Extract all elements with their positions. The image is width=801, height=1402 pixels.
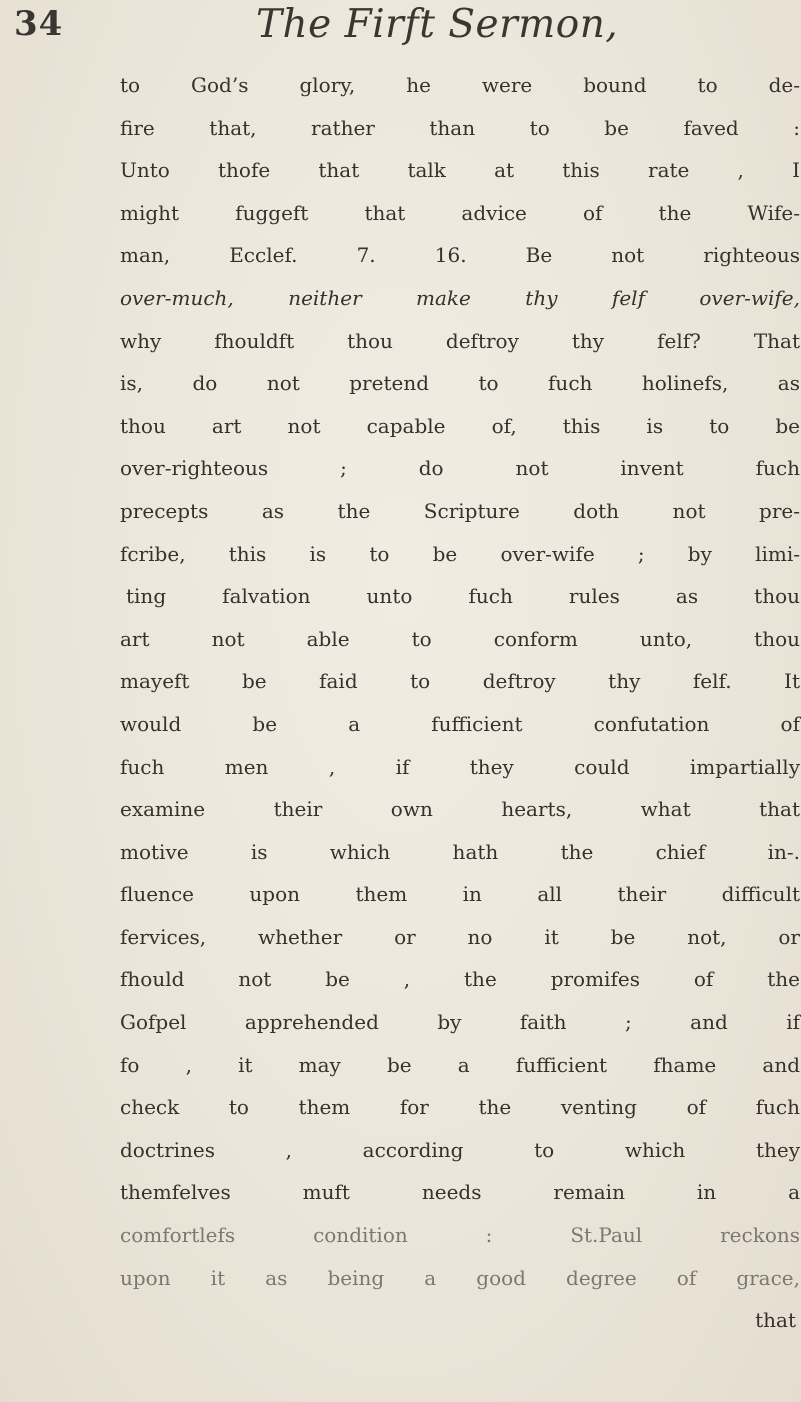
text-line: why fhouldft thou deftroy thy felf? That: [120, 328, 800, 353]
text-line: man, Ecclef. 7. 16. Be not righteous: [120, 243, 800, 268]
text-line: thou art not capable of, this is to be: [120, 413, 800, 438]
text-line: fcribe, this is to be over-wife ; by limi-: [120, 541, 800, 566]
text-line: doctrines , according to which they: [120, 1137, 800, 1162]
text-line: precepts as the Scripture doth not pre-: [120, 498, 800, 523]
text-line: fire that, rather than to be faved :: [120, 115, 800, 140]
text-line: check to them for the venting of fuch: [120, 1095, 800, 1120]
page-number: 34: [14, 4, 64, 44]
text-line: fuch men , if they could impartially: [120, 754, 800, 779]
text-line: over-righteous ; do not invent fuch: [120, 456, 800, 481]
text-line: is, do not pretend to fuch holinefs, as: [120, 371, 800, 396]
text-line: fo , it may be a fufficient fhame and: [120, 1052, 800, 1077]
text-line: examine their own hearts, what that: [120, 797, 800, 822]
text-line: over-much, neither make thy felf over-wife,: [120, 285, 800, 310]
text-line: themfelves muft needs remain in a: [120, 1180, 800, 1205]
text-line: upon it as being a good degree of grace,: [120, 1265, 800, 1290]
text-line: would be a fufficient confutation of: [120, 711, 800, 736]
text-line: to God’s glory, he were bound to de-: [120, 73, 800, 97]
text-line: art not able to conform unto, thou: [120, 626, 800, 651]
text-line: Unto thofe that talk at this rate , I: [120, 158, 800, 183]
running-head: The Firft Sermon,: [256, 2, 619, 47]
text-line: fervices, whether or no it be not, or: [120, 924, 800, 949]
text-line: comfortlefs condition : St.Paul reckons: [120, 1223, 800, 1248]
text-line: fluence upon them in all their difficult: [120, 882, 800, 907]
body-text: [120, 64, 800, 1342]
text-line: Gofpel apprehended by faith ; and if: [120, 1010, 800, 1035]
text-line: ting falvation unto fuch rules as thou: [126, 584, 800, 609]
text-line: might fuggeft that advice of the Wife-: [120, 200, 800, 225]
text-line: fhould not be , the promifes of the: [120, 967, 800, 992]
catchword: that: [755, 1308, 796, 1333]
text-line: motive is which hath the chief in-.: [120, 839, 800, 864]
text-line: mayeft be faid to deftroy thy felf. It: [120, 669, 800, 694]
